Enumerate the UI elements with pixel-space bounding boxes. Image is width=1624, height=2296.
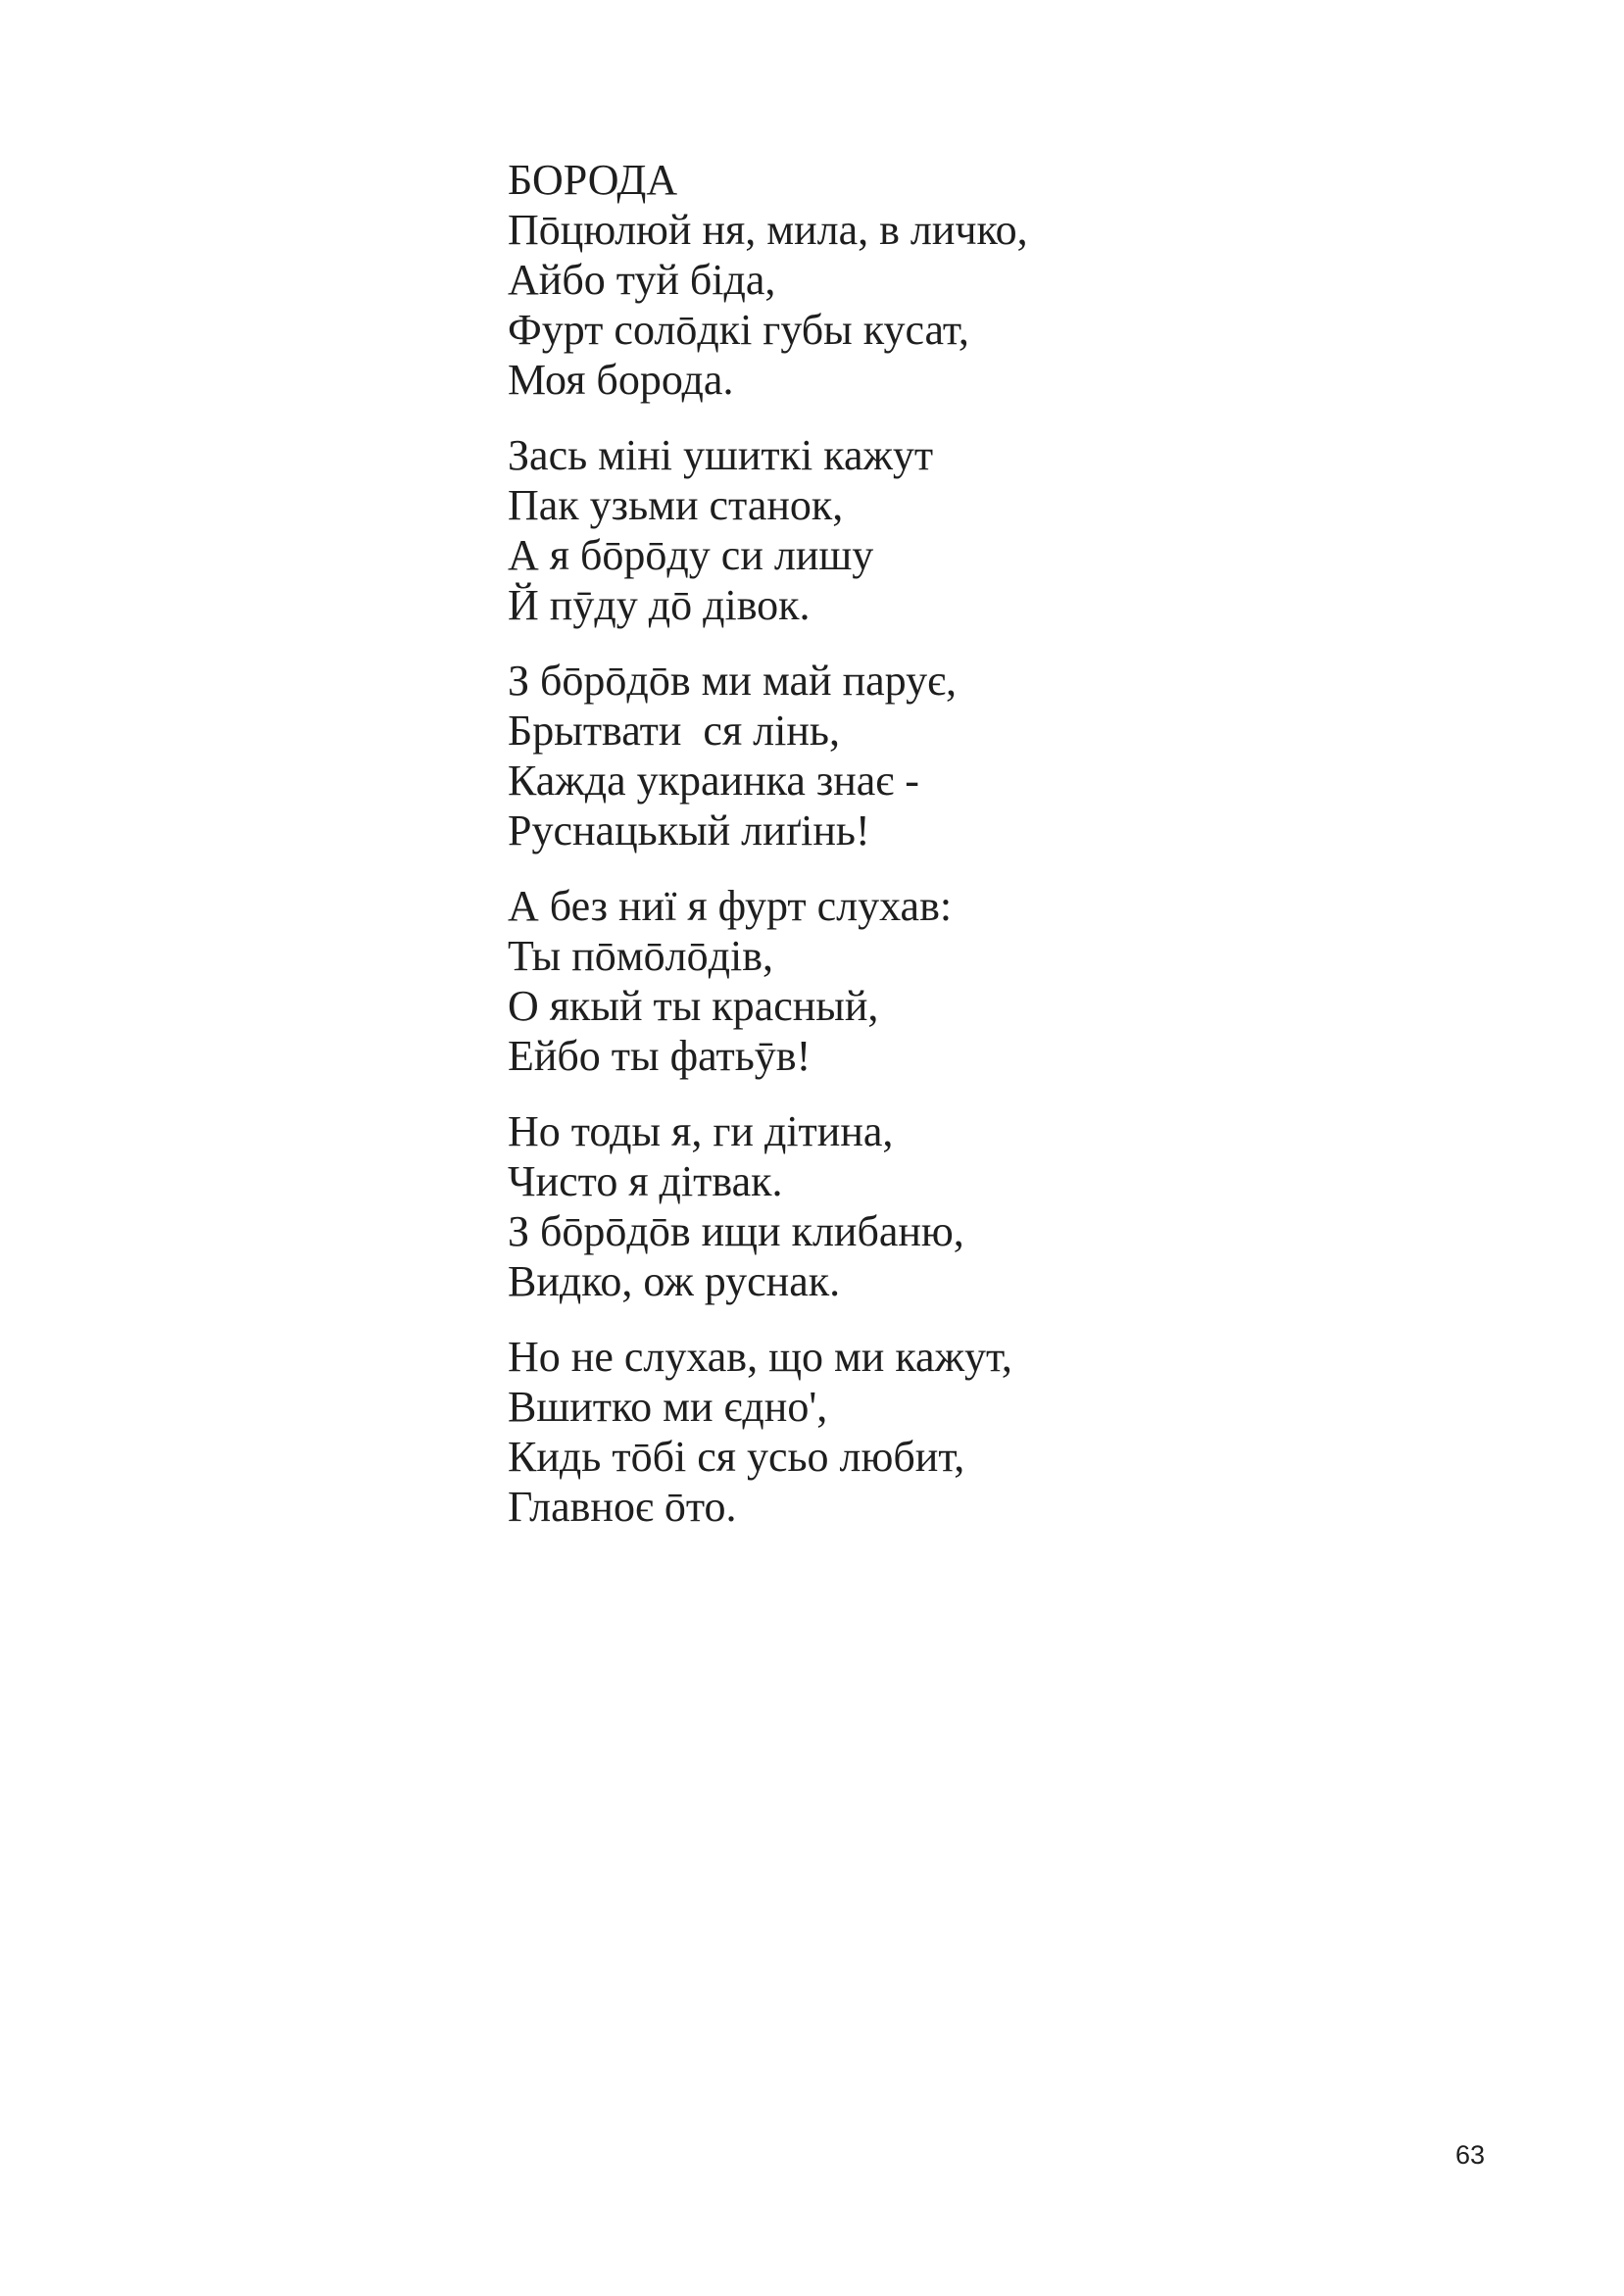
poem-line: Брытвати ся лінь,	[508, 707, 840, 755]
poem-line: Ты пōмōлōдів,	[508, 932, 773, 980]
stanza-5	[508, 1106, 1488, 1306]
poem-line: Фурт солōдкі губы кусат,	[508, 306, 969, 354]
poem-line: Вшитко ми єдно',	[508, 1383, 828, 1431]
poem-line: А я бōрōду си лишу	[508, 531, 874, 579]
poem-line: З бōрōдōв ми май парує,	[508, 657, 957, 705]
stanza-1	[508, 205, 1488, 405]
poem-line: О якый ты красный,	[508, 982, 879, 1030]
page-number: 63	[1455, 2140, 1486, 2170]
poem-line: Кидь тōбі ся усьо любит,	[508, 1433, 965, 1481]
poem-line: Зась міні ушиткі кажут	[508, 431, 934, 479]
stanza-4	[508, 881, 1488, 1081]
poem-line: Но тоды я, ги дітина,	[508, 1107, 894, 1155]
poem-line: Чисто я дітвак.	[508, 1157, 783, 1205]
poem-line: Пак узьми станок,	[508, 481, 844, 529]
poem-line: Видко, ож руснак.	[508, 1257, 841, 1305]
poem	[508, 155, 1488, 1532]
poem-line: Моя борода.	[508, 356, 734, 404]
poem-line: Главноє ōто.	[508, 1483, 737, 1531]
poem-line: Й пӯду дō дівок.	[508, 581, 811, 629]
poem-line: Кажда украинка знає -	[508, 757, 919, 805]
stanza-3	[508, 656, 1488, 855]
stanza-6	[508, 1332, 1488, 1532]
poem-line: Пōцюлюй ня, мила, в личко,	[508, 206, 1028, 254]
stanza-2	[508, 430, 1488, 630]
poem-line: Айбо туй біда,	[508, 256, 776, 304]
poem-line: Но не слухав, що ми кажут,	[508, 1333, 1012, 1381]
poem-line: Руснацькый лиґінь!	[508, 806, 870, 855]
poem-title: БОРОДА	[508, 156, 678, 204]
poem-line: З бōрōдōв ищи клибаню,	[508, 1207, 964, 1255]
poem-line: Ейбо ты фатьӯв!	[508, 1032, 812, 1080]
poem-line: А без ниї я фурт слухав:	[508, 882, 953, 930]
